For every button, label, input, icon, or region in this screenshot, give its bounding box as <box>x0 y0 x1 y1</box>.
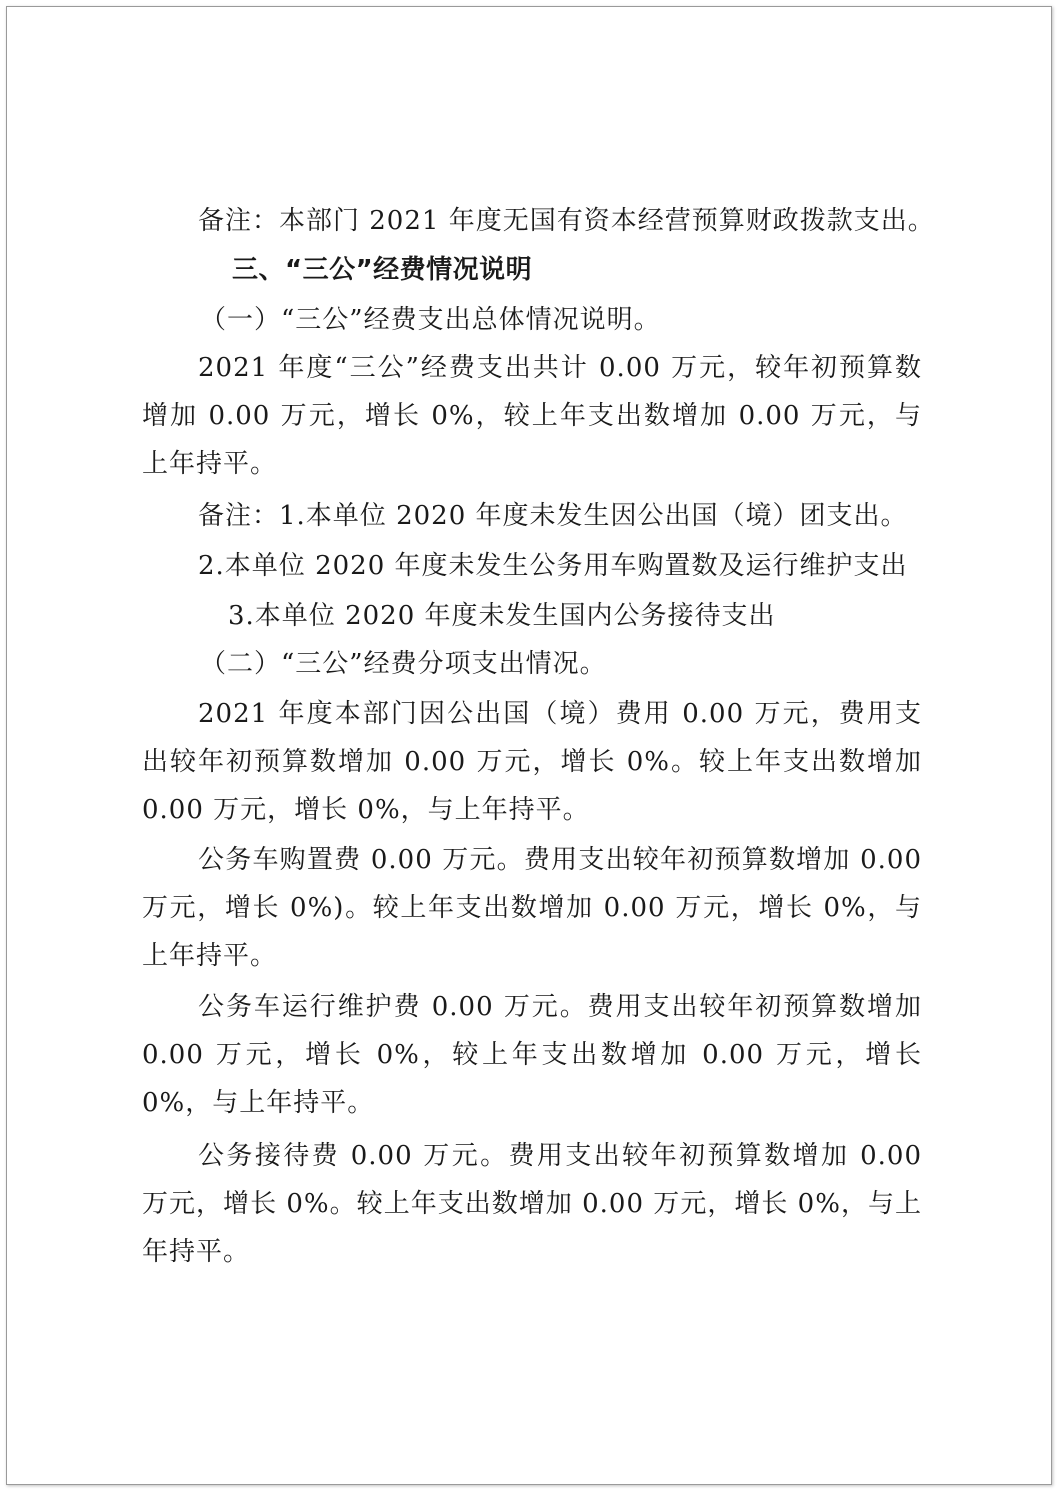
reception-paragraph: 公务接待费 0.00 万元。费用支出较年初预算数增加 0.00 万元，增长 0%。较上年支出数增加 0.00 万元，增长 0%，与上年持平。 <box>142 1141 922 1267</box>
section-three-heading: 三、“三公”经费情况说明 <box>232 255 533 285</box>
subsection-one-heading: （一）“三公”经费支出总体情况说明。 <box>200 305 661 335</box>
abroad-paragraph: 2021 年度本部门因公出国（境）费用 0.00 万元，费用支出较年初预算数增加 0.00 万元，增长 0%。较上年支出数增加 0.00 万元，增长 0%，与上年持平。 <box>142 699 922 825</box>
note-item: 3.本单位 2020 年度未发生国内公务接待支出 <box>228 601 776 631</box>
vehicle-purchase-paragraph: 公务车购置费 0.00 万元。费用支出较年初预算数增加 0.00 万元，增长 0%)。较上年支出数增加 0.00 万元，增长 0%，与上年持平。 <box>142 845 922 971</box>
note-item: 2.本单位 2020 年度未发生公务用车购置数及运行维护支出 <box>198 551 908 581</box>
note-budget: 备注：本部门 2021 年度无国有资本经营预算财政拨款支出。 <box>198 206 935 236</box>
note-item: 备注：1.本单位 2020 年度未发生因公出国（境）团支出。 <box>198 501 908 531</box>
vehicle-maintenance-paragraph: 公务车运行维护费 0.00 万元。费用支出较年初预算数增加 0.00 万元，增长 0%，较上年支出数增加 0.00 万元，增长 0%，与上年持平。 <box>142 992 922 1118</box>
subsection-two-heading: （二）“三公”经费分项支出情况。 <box>200 649 607 679</box>
overall-paragraph: 2021 年度“三公”经费支出共计 0.00 万元，较年初预算数增加 0.00 万元，增长 0%，较上年支出数增加 0.00 万元，与上年持平。 <box>142 353 922 479</box>
